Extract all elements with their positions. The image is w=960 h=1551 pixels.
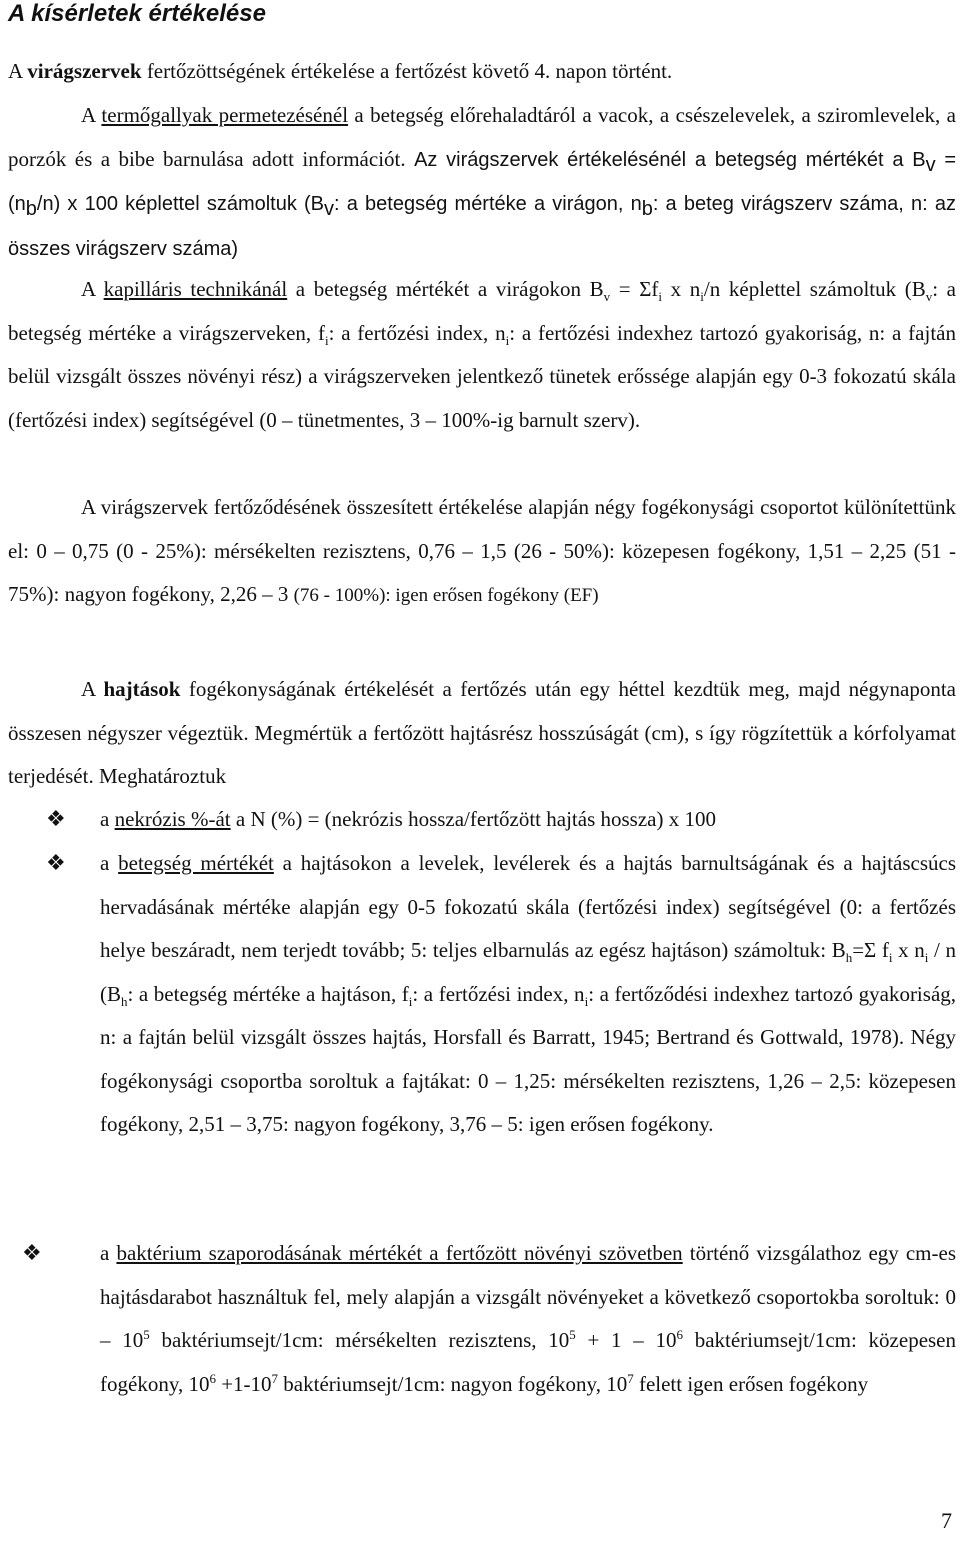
section-heading: A kísérletek értékelése <box>8 0 266 27</box>
diamond-four-petal-icon: ❖ <box>46 851 66 876</box>
bold-term-flowers: virágszervek <box>27 59 142 83</box>
underlined-term-spraying: termőgallyak permetezésénél <box>101 103 349 127</box>
paragraph-capillary-technique: A kapilláris technikánál a betegség mértékét a virágokon $B_v = \Sigma f_i$ x $n_i/n$ képlettel számoltuk ($B_v$: a betegség mértéke a virágszerveken, $f_i$: a fertőzési index, $n_i$: a fertőzési indexhez tartozó gyakoriság, n: a fajtán belül vizsgált összes növényi rész) a virágszerveken jelentkező tünetek erőssége alapján egy 0-3 fokozatú skála (fertőzési index) segítségével (0 – tünetmentes, 3 – 100%-ig barnult szerv). <box>8 277 957 432</box>
diamond-four-petal-icon: ❖ <box>46 807 66 832</box>
page-number: 7 <box>941 1508 952 1533</box>
paragraph-spraying-method: A termőgallyak permetezésénél a betegség előrehaladtáról a vacok, a csészelevelek, a sziromlevelek, a porzók és a bibe barnulása adott információt. Az virágszervek értékelésénél a betegség mértékét a $B_v = (n_b/n)$ x 100 képlettel számoltuk ($B_v$: a betegség mértéke a virágon, $n_b$: a beteg virágszerv száma, n: az összes virágszerv száma) <box>8 103 957 260</box>
bullet-text-bacteria-growth: a baktérium szaporodásának mértékét a fertőzött növényi szövetben történő vizsgálathoz egy cm-es hajtásdarabot használtuk fel, mely alapján a vizsgált növényeket a következő csoportokba soroltuk: $0 - 10^5$ baktériumsejt/1cm: mérsékelten rezisztens, $10^5 + 1 - 10^6$ baktériumsejt/1cm: közepesen fogékony, $10^6 +1-10^7$ baktériumsejt/1cm: nagyon fogékony, $10^7$ felett igen erősen fogékony <box>100 1241 957 1396</box>
paragraph-flower-evaluation: A virágszervek fertőzöttségének értékelése a fertőzést követő 4. napon történt. <box>8 59 673 83</box>
diamond-four-petal-icon: ❖ <box>22 1241 42 1266</box>
bold-term-shoots: hajtások <box>103 677 181 701</box>
underlined-term-disease-severity: betegség mértékét <box>118 851 274 875</box>
underlined-term-necrosis: nekrózis %-át <box>114 807 231 831</box>
paragraph-susceptibility-groups: A virágszervek fertőződésének összesített értékelése alapján négy fogékonysági csoportot különítettünk el: 0 – 0,75 (0 - 25%): mérsékelten rezisztens, 0,76 – 1,5 (26 - 50%): közepesen fogékony, 1,51 – 2,25 (51 - 75%): nagyon fogékony, 2,26 – 3 (76 - 100%): igen erősen fogékony (EF) <box>8 495 956 606</box>
underlined-term-bacteria-growth: baktérium szaporodásának mértékét a fertőzött növényi szövetben <box>116 1241 683 1265</box>
bullet-text-disease-severity: a betegség mértékét a hajtásokon a levelek, levélerek és a hajtás barnultságának és a hajtáscsúcs hervadásának mértéke alapján egy 0-5 fokozatú skála (fertőzési index) segítségével (0: a fertőzés helye beszáradt, nem terjedt tovább; 5: teljes elbarnulás az egész hajtáson) számoltuk: $B_h=\Sigma$ $f_i$ x $n_i$ / n ($B_h$: a betegség mértéke a hajtáson, $f_i$: a fertőzési index, $n_i$: a fertőződési indexhez tartozó gyakoriság, n: a fajtán belül vizsgált összes hajtás, Horsfall és Barratt, 1945; Bertrand és Gottwald, 1978). Négy fogékonysági csoportba soroltuk a fajtákat: 0 – 1,25: mérsékelten rezisztens, 1,26 – 2,5: közepesen fogékony, 2,51 – 3,75: nagyon fogékony, 3,76 – 5: igen erősen fogékony. <box>100 851 957 1136</box>
bullet-text-necrosis: a nekrózis %-át a N (%) = (nekrózis hossza/fertőzött hajtás hossza) x 100 <box>100 807 716 831</box>
paragraph-shoot-evaluation: A hajtások fogékonyságának értékelését a fertőzés után egy héttel kezdtük meg, majd négynaponta összesen négyszer végeztük. Megmértük a fertőzött hajtásrész hosszúságát (cm), s így rögzítettük a kórfolyamat terjedését. Meghatároztuk <box>8 677 956 788</box>
underlined-term-capillary: kapilláris technikánál <box>103 277 288 301</box>
